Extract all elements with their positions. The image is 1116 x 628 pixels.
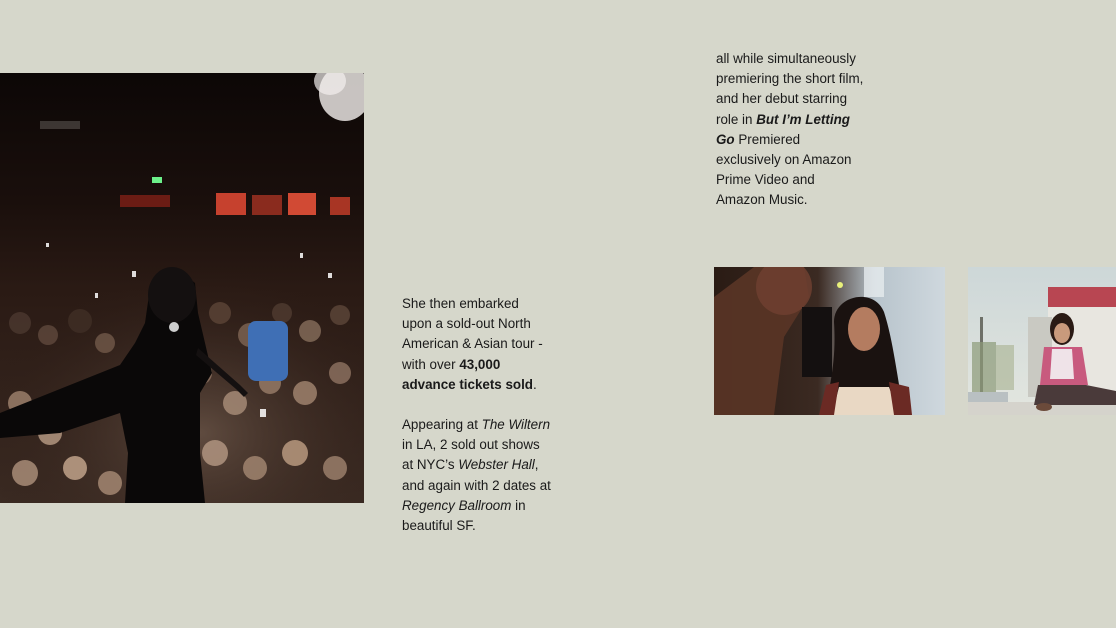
tour-paragraph-2 [402, 415, 552, 536]
tickets-sold-highlight: 43,000 advance tickets sold [402, 356, 533, 392]
tour-intro-text: She then embarked upon a sold-out North American & Asian tour - with over [402, 296, 543, 372]
film-still-1 [714, 267, 945, 415]
film-still-2 [968, 267, 1116, 415]
venues-text-d: in beautiful SF. [402, 497, 526, 534]
tour-text-block [402, 294, 552, 536]
film-intro-text: all while simultaneously premiering the short film, and her debut starring role in [716, 51, 864, 127]
venues-text-c: , and again with 2 dates at [402, 457, 551, 493]
tour-paragraph-1 [402, 294, 552, 395]
venue-webster-hall: Webster Hall [458, 457, 535, 473]
film-release-text: Premiered exclusively on Amazon Prime Video and Amazon Music. [716, 131, 852, 208]
venue-the-wiltern: The Wiltern [481, 417, 551, 433]
tour-intro-end: . [533, 376, 537, 392]
concert-photo [0, 73, 364, 503]
film-text-block [716, 49, 866, 211]
venue-regency-ballroom: Regency Ballroom [402, 497, 512, 513]
film-paragraph [716, 49, 866, 211]
venues-text-b: in LA, 2 sold out shows at NYC’s [402, 437, 540, 473]
venues-text-a: Appearing at [402, 417, 482, 433]
film-title: But I’m Letting Go [716, 111, 850, 147]
